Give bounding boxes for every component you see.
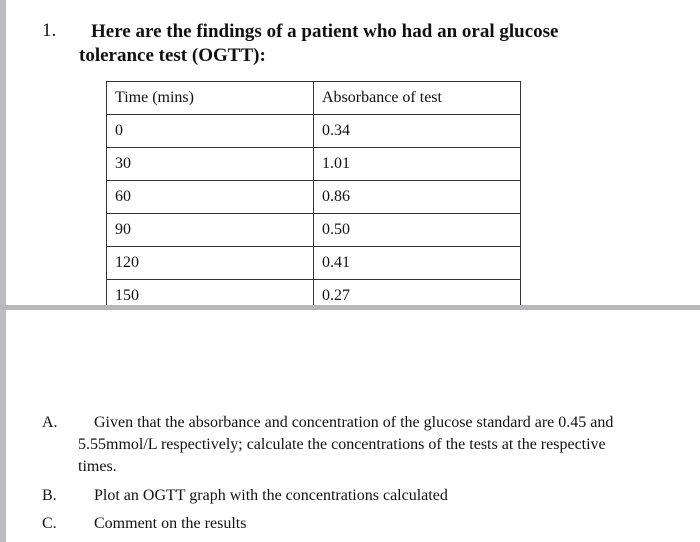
cell-absorbance: 0.27 xyxy=(314,280,521,306)
cell-time: 30 xyxy=(107,148,314,181)
document-page-top xyxy=(6,0,700,305)
part-c-text: Comment on the results xyxy=(94,515,247,532)
question-title-line-1: Here are the findings of a patient who had an oral glucose xyxy=(91,21,559,42)
cell-time: 0 xyxy=(107,115,314,148)
cell-time: 120 xyxy=(107,247,314,280)
document-page-bottom xyxy=(6,310,700,542)
cell-absorbance: 0.34 xyxy=(314,115,521,148)
table-header-row xyxy=(107,82,521,115)
table-row xyxy=(107,148,521,181)
cell-time: 60 xyxy=(107,181,314,214)
question-title-line-2: tolerance test (OGTT): xyxy=(79,45,266,66)
header-time: Time (mins) xyxy=(107,82,314,115)
part-b-label: B. xyxy=(42,487,57,504)
part-b-text: Plot an OGTT graph with the concentrations calculated xyxy=(94,487,448,504)
cell-time: 90 xyxy=(107,214,314,247)
cell-time: 150 xyxy=(107,280,314,306)
table-row xyxy=(107,280,521,306)
part-a-text: Given that the absorbance and concentration of the glucose standard are 0.45 and 5.55mmol/L respectively; calculate the concentrations of the tests at the respective times. xyxy=(78,414,614,475)
cell-absorbance: 0.50 xyxy=(314,214,521,247)
question-number: 1. xyxy=(42,20,57,41)
table-row xyxy=(107,115,521,148)
header-absorbance: Absorbance of test xyxy=(314,82,521,115)
cell-absorbance: 1.01 xyxy=(314,148,521,181)
table-row xyxy=(107,181,521,214)
cell-absorbance: 0.86 xyxy=(314,181,521,214)
cell-absorbance: 0.41 xyxy=(314,247,521,280)
part-c-label: C. xyxy=(42,515,57,532)
question-title xyxy=(79,20,639,68)
table-row xyxy=(107,214,521,247)
ogtt-results-table xyxy=(106,81,521,305)
table-row xyxy=(107,247,521,280)
part-a-label: A. xyxy=(42,414,58,431)
